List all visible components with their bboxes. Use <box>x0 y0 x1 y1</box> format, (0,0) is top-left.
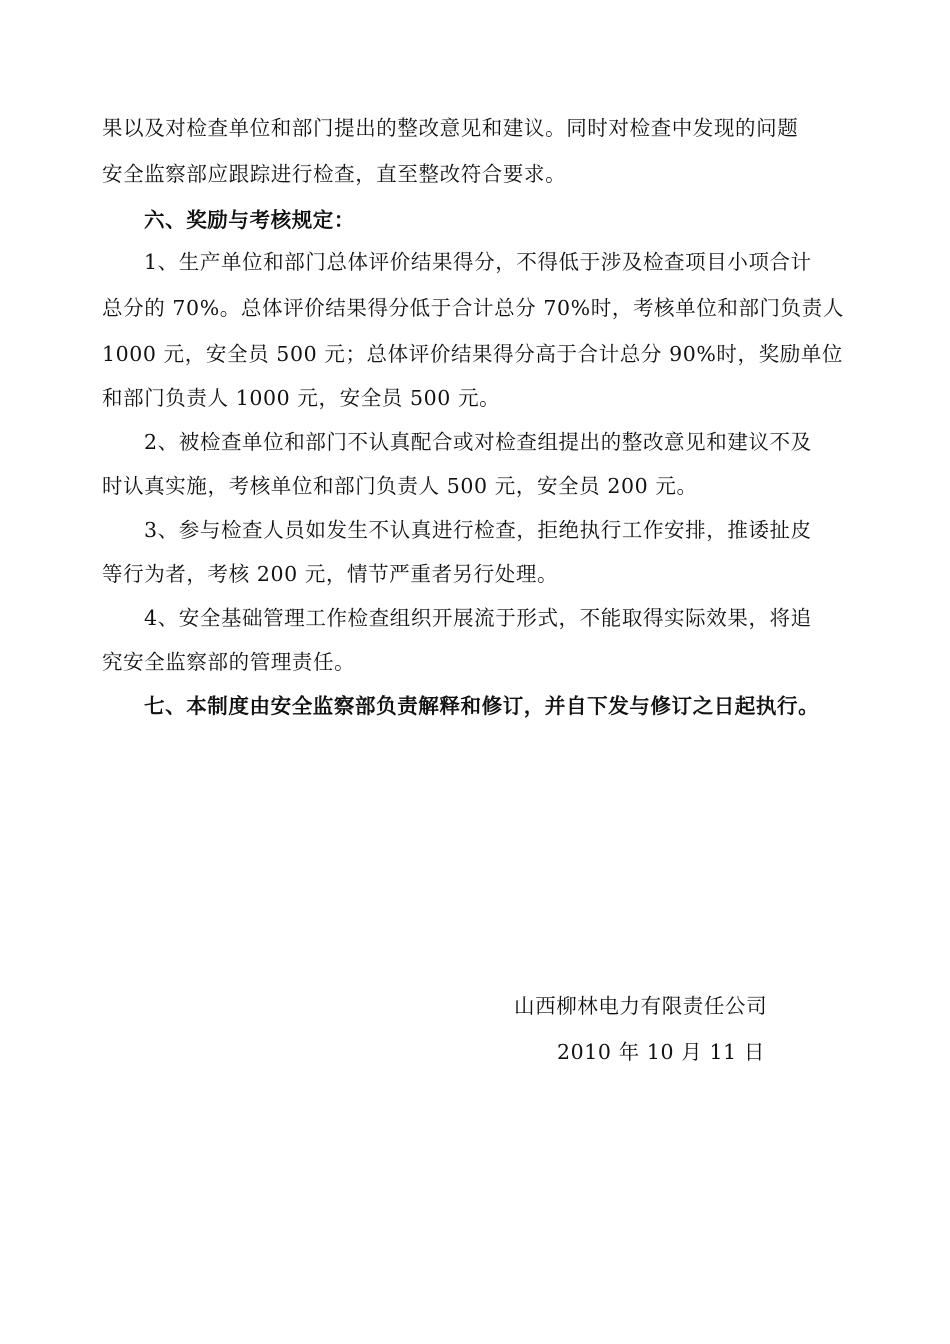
clause-1-line-4: 和部门负责人 1000 元，安全员 500 元。 <box>102 386 501 410</box>
signature-company: 山西柳林电力有限责任公司 <box>514 994 768 1018</box>
clause-1-line-2: 总分的 70%。总体评价结果得分低于合计总分 70%时，考核单位和部门负责人 <box>102 296 844 320</box>
clause-2-line-1: 2、被检查单位和部门不认真配合或对检查组提出的整改意见和建议不及 <box>144 430 812 454</box>
section-heading-7: 七、本制度由安全监察部负责解释和修订，并自下发与修订之日起执行。 <box>144 694 820 718</box>
clause-4-line-1: 4、安全基础管理工作检查组织开展流于形式，不能取得实际效果，将追 <box>144 606 812 630</box>
clause-4-line-2: 究安全监察部的管理责任。 <box>102 650 356 674</box>
section-heading-6: 六、奖励与考核规定： <box>144 208 355 232</box>
clause-3-line-1: 3、参与检查人员如发生不认真进行检查，拒绝执行工作安排，推诿扯皮 <box>144 518 812 542</box>
clause-1-line-1: 1、生产单位和部门总体评价结果得分，不得低于涉及检查项目小项合计 <box>144 250 812 274</box>
paragraph-continuation-line-1: 果以及对检查单位和部门提出的整改意见和建议。同时对检查中发现的问题 <box>102 116 799 140</box>
clause-3-line-2: 等行为者，考核 200 元，情节严重者另行处理。 <box>102 562 559 586</box>
paragraph-continuation-line-2: 安全监察部应跟踪进行检查，直至整改符合要求。 <box>102 162 567 186</box>
signature-date: 2010 年 10 月 11 日 <box>557 1040 766 1064</box>
clause-2-line-2: 时认真实施，考核单位和部门负责人 500 元，安全员 200 元。 <box>102 474 698 498</box>
clause-1-line-3: 1000 元，安全员 500 元；总体评价结果得分高于合计总分 90%时，奖励单位 <box>102 342 844 366</box>
